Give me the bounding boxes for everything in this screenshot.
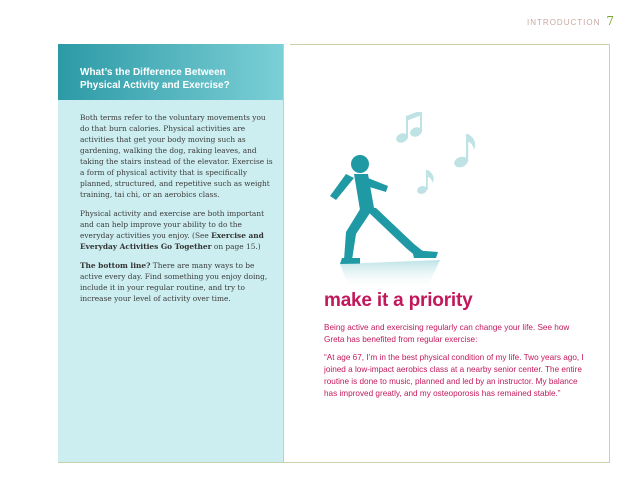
sidebar-paragraph-1: Both terms refer to the voluntary movements you do that burn calories. Physical activities are activities that get your body moving such as gardening, walking the dog, raking leaves, and taking the stairs instead of the elevator. Exercise is a form of physical activity that is specifically planned, structured, and repetitive such as weight training, tai chi, or an aerobics class. bbox=[80, 113, 273, 199]
page-header bbox=[527, 14, 614, 28]
sidebar-body bbox=[80, 112, 276, 312]
intro-paragraph: Being active and exercising regularly can change your life. See how Greta has benefited from regular exercise: bbox=[324, 323, 570, 344]
sidebar-title-line2: Physical Activity and Exercise? bbox=[80, 80, 230, 91]
para2-after: on page 15.) bbox=[211, 242, 261, 251]
bottom-rule bbox=[58, 462, 610, 463]
music-note-icon bbox=[395, 112, 423, 144]
section-label: INTRODUCTION bbox=[527, 18, 601, 27]
music-note-icon bbox=[453, 134, 475, 169]
sidebar-paragraph-3 bbox=[80, 260, 276, 304]
sidebar-box bbox=[58, 44, 284, 462]
sidebar-title-line1: What’s the Difference Between bbox=[80, 67, 226, 78]
headline: make it a priority bbox=[324, 290, 473, 311]
cross-reference: Exercise and Everyday Activities Go Together bbox=[80, 231, 264, 251]
sidebar-paragraph-2 bbox=[80, 208, 276, 252]
exercising-woman-illustration bbox=[316, 112, 496, 292]
testimonial-quote: “At age 67, I’m in the best physical condition of my life. Two years ago, I joined a low-impact aerobics class at a nearby senior center. The entire routine is done to music, planned and led by an instructor. My balance has improved greatly, and my osteoporosis has remained stable.” bbox=[324, 353, 584, 398]
page-number: 7 bbox=[606, 14, 614, 28]
para2-before: Physical activity and exercise are both important and can help improve your ability to do the everyday activities you enjoy. (See bbox=[80, 209, 265, 240]
para3-rest: There are many ways to be active every day. Find something you enjoy doing, include it in your regular routine, and try to increase your level of activity over time. bbox=[80, 261, 268, 303]
top-rule bbox=[290, 44, 610, 45]
sidebar-title bbox=[80, 66, 270, 92]
right-rule bbox=[609, 44, 610, 462]
music-note-icon bbox=[416, 170, 434, 195]
bottom-line-lead: The bottom line? bbox=[80, 261, 151, 270]
